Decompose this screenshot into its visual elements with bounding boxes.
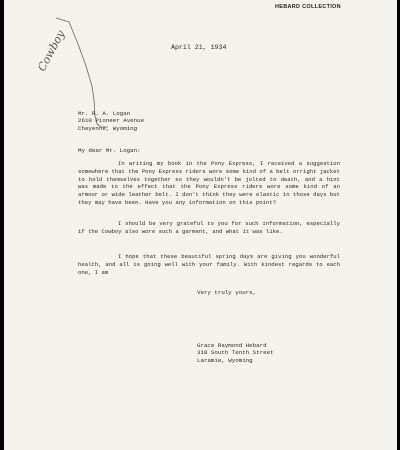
body-paragraph-1: In writing my book in the Pony Express, I received a suggestion somewhere that the Pony Express riders wore some kind of a belt orright jacket to hold themselves together so they wouldn't be jolted to death, and a hint was made to the effect that the Pony Express riders wore some kind of an armour or wide leather belt. I don't think they were elastic in those days but they may have been. Have you any information on this point? <box>78 160 340 206</box>
body-paragraph-2: I should be very grateful to you for such information, especially if the Cowboy also wore such a garment, and what it was like. <box>78 220 340 235</box>
recipient-address <box>78 110 144 132</box>
margin-annotation-text: Cowboy <box>35 28 68 74</box>
signature-name: Grace Raymond Hebard <box>197 342 267 349</box>
letter-page <box>4 0 397 450</box>
recipient-city: Cheyenne, Wyoming <box>78 124 138 132</box>
signature-street: 318 South Tenth Street <box>197 349 274 357</box>
body-paragraph-3: I hope that these beautiful spring days are giving you wonderful health, and all is going well with your family. With kindest regards to each one, I am <box>78 253 340 276</box>
salutation: My dear Mr. Logan: <box>78 147 141 154</box>
closing: Very truly yours, <box>197 289 257 296</box>
recipient-name: Mr. R. A. Logan <box>78 110 131 117</box>
signature-block <box>197 342 274 364</box>
annotation-pencil-line <box>56 18 94 100</box>
letter-date: April 21, 1934 <box>171 44 227 51</box>
recipient-street: 2610 Pioneer Avenue <box>78 117 145 125</box>
signature-city: Laramie, Wyoming <box>197 356 253 364</box>
collection-stamp: HEBARD COLLECTION <box>275 4 341 10</box>
